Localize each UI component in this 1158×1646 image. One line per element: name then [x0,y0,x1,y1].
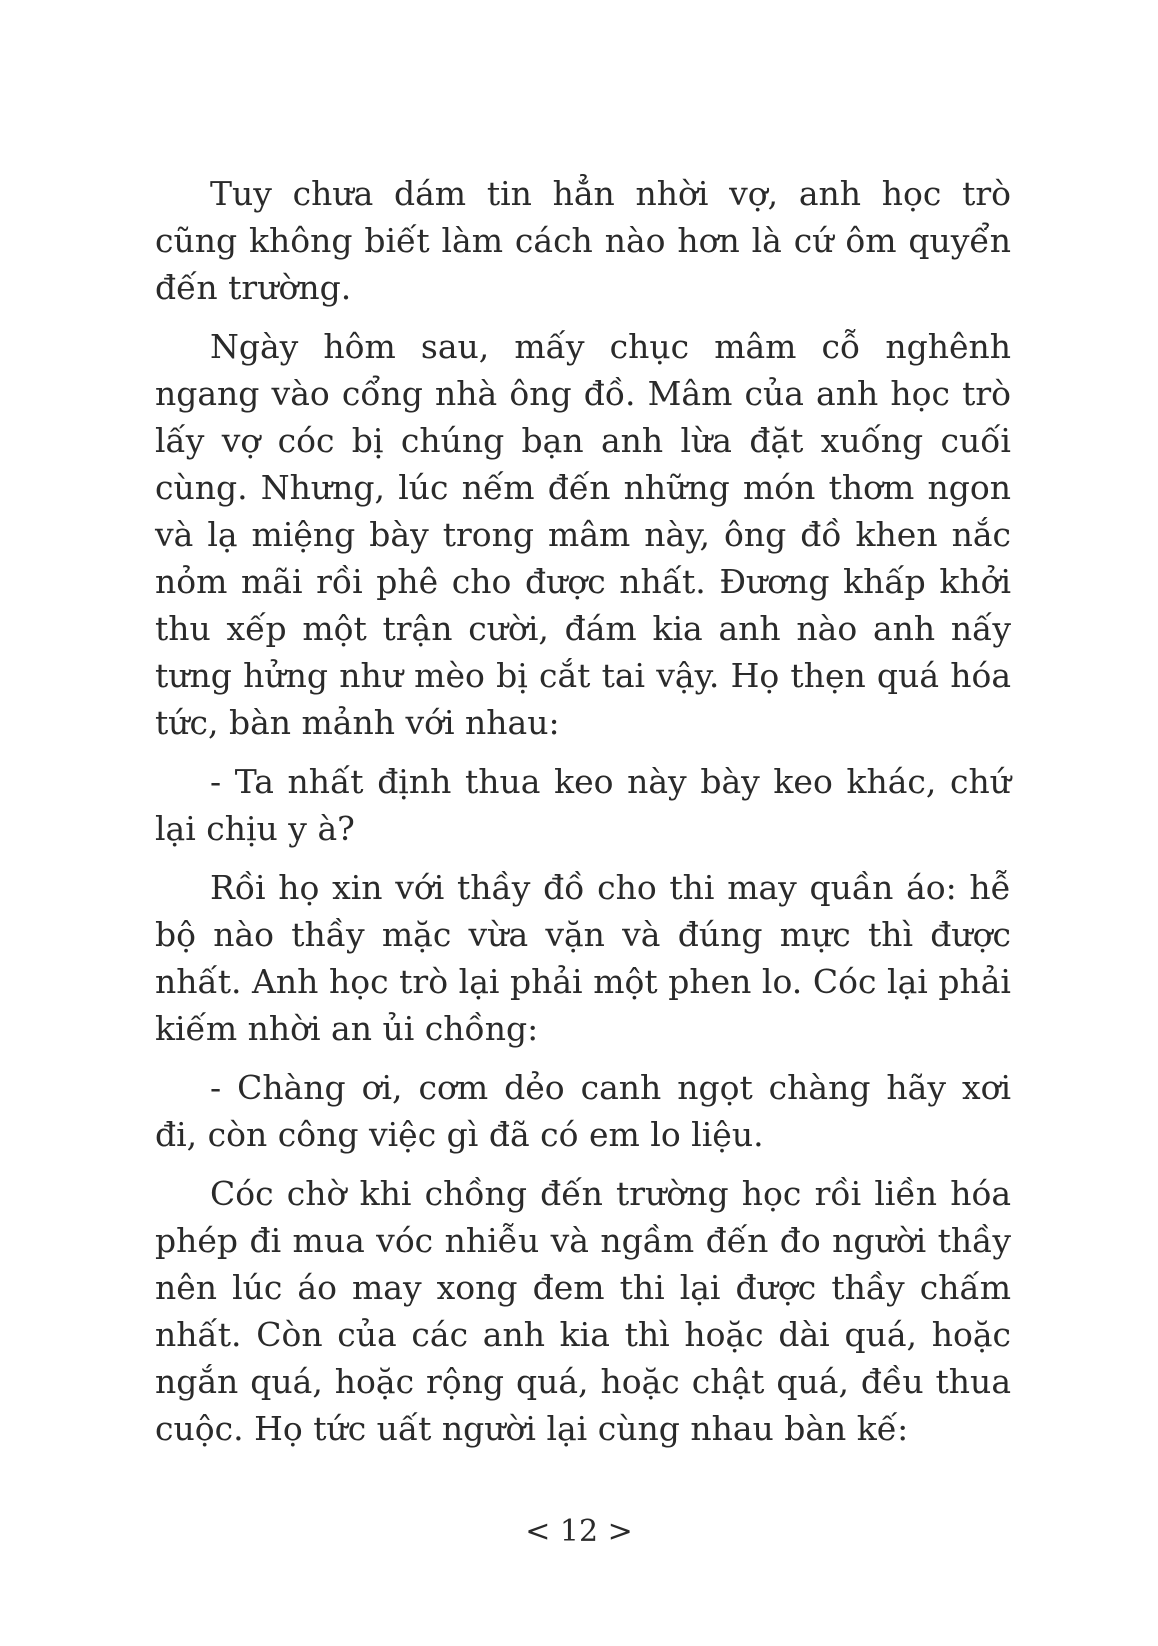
dialogue-paragraph: - Ta nhất định thua keo này bày keo khác, chứ lại chịu y à? [155,762,1011,848]
paragraph: Ngày hôm sau, mấy chục mâm cỗ nghênh ngang vào cổng nhà ông đồ. Mâm của anh học trò lấy vợ cóc bị chúng bạn anh lừa đặt xuống cuối cùng. Nhưng, lúc nếm đến những món thơm ngon và lạ miệng bày trong mâm này, ông đồ khen nắc nỏm mãi rồi phê cho được nhất. Đương khấp khởi thu xếp một trận cười, đám kia anh nào anh nấy tưng hửng như mèo bị cắt tai vậy. Họ thẹn quá hóa tức, bàn mảnh với nhau: [155,327,1011,742]
paragraph: Tuy chưa dám tin hẳn nhời vợ, anh học trò cũng không biết làm cách nào hơn là cứ ôm quyển đến trường. [155,174,1011,307]
paragraph: Rồi họ xin với thầy đồ cho thi may quần áo: hễ bộ nào thầy mặc vừa vặn và đúng mực thì được nhất. Anh học trò lại phải một phen lo. Cóc lại phải kiếm nhời an ủi chồng: [155,868,1011,1048]
paragraph: Cóc chờ khi chồng đến trường học rồi liền hóa phép đi mua vóc nhiễu và ngầm đến đo người thầy nên lúc áo may xong đem thi lại được thầy chấm nhất. Còn của các anh kia thì hoặc dài quá, hoặc ngắn quá, hoặc rộng quá, hoặc chật quá, đều thua cuộc. Họ tức uất người lại cùng nhau bàn kế: [155,1174,1011,1448]
body-text [155,170,1011,1464]
dialogue-paragraph: - Chàng ơi, cơm dẻo canh ngọt chàng hãy xơi đi, còn công việc gì đã có em lo liệu. [155,1068,1011,1154]
page-number: < 12 > [525,1514,633,1549]
